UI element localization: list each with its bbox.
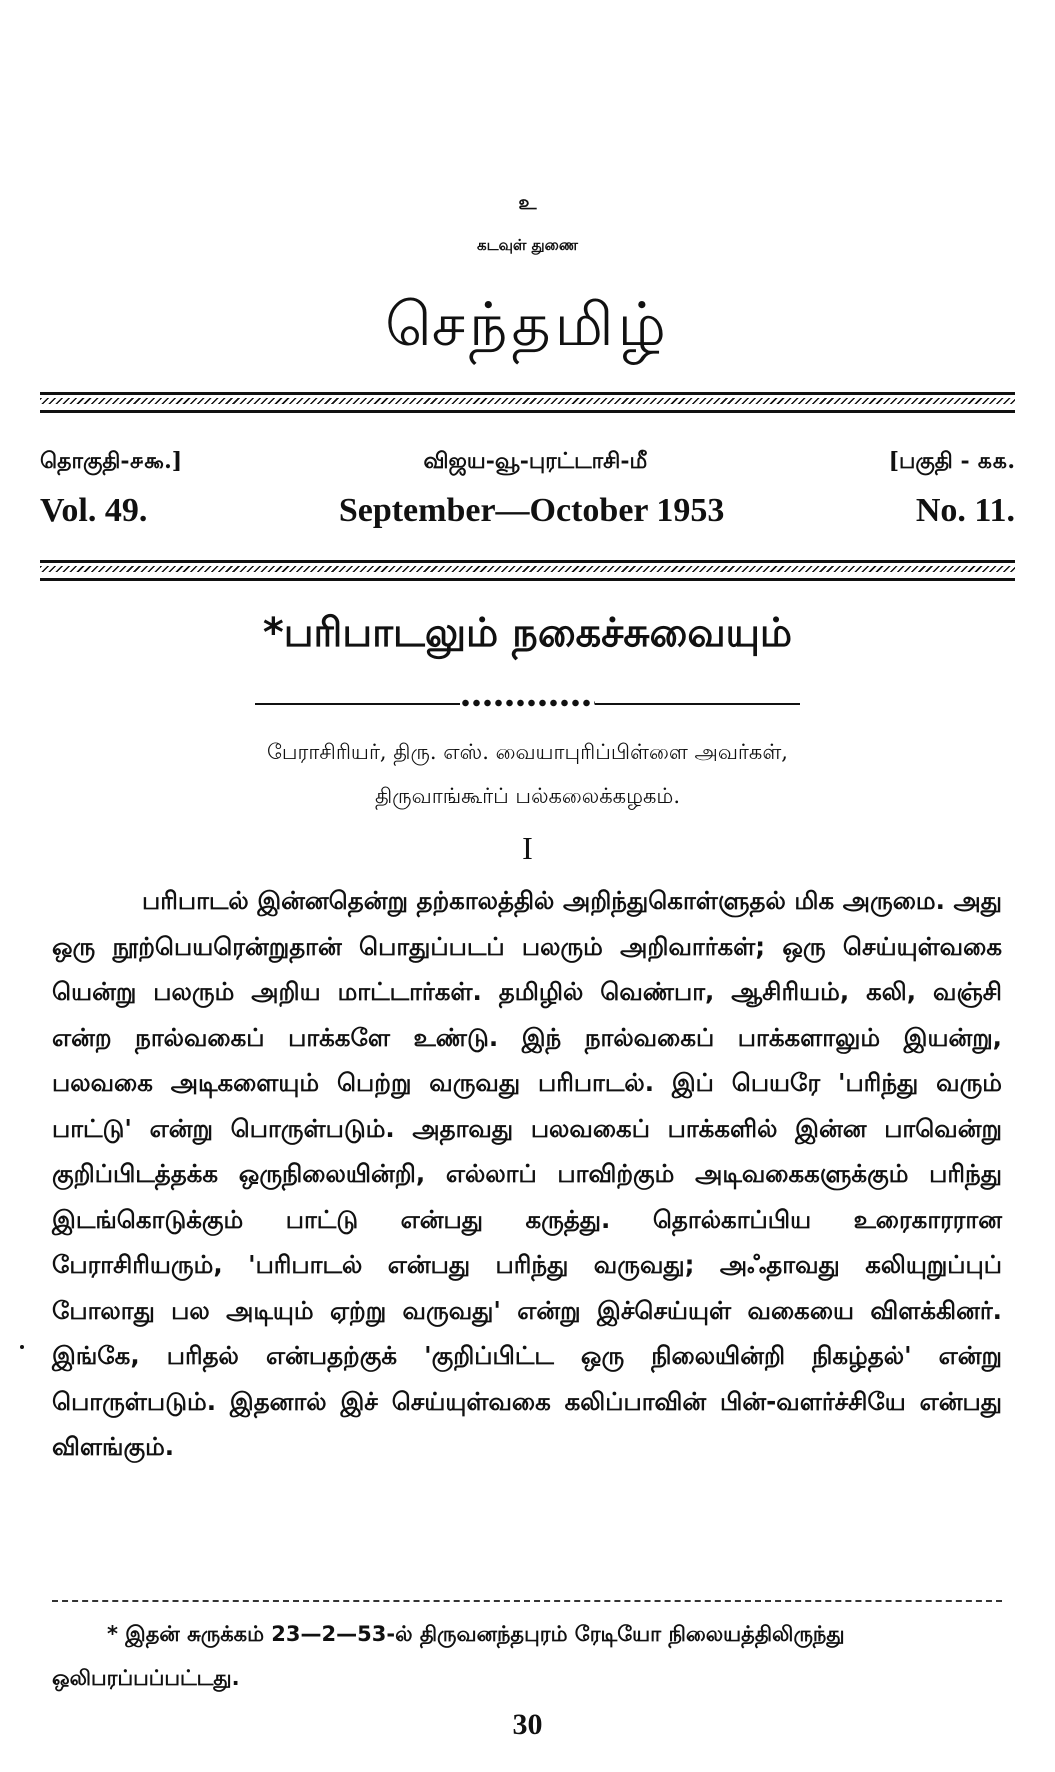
- author-byline: பேராசிரியர், திரு. எஸ். வையாபுரிப்பிள்ளை அவர்கள்,: [267, 740, 788, 764]
- section-number: I: [522, 830, 533, 866]
- issue-line-tamil: [40, 448, 1015, 477]
- article-body: [52, 878, 1002, 1470]
- article-title: *பரிபாடலும் நகைச்சுவையும்: [262, 610, 793, 656]
- masthead-wave-top: [40, 398, 1015, 404]
- issue-wave: [40, 566, 1015, 572]
- page-number: 30: [512, 1708, 543, 1741]
- title-ornament-divider: [255, 700, 800, 708]
- masthead-rule-bottom: [40, 410, 1015, 413]
- issue-number-tamil: [பகுதி - ௧௧.: [888, 448, 1015, 474]
- issue-rule-top: [40, 560, 1015, 563]
- print-speck: [20, 1345, 24, 1349]
- author-affiliation: திருவாங்கூர்ப் பல்கலைக்கழகம்.: [374, 784, 681, 808]
- footnote-divider: [52, 1600, 1002, 1602]
- issue-date: September—October 1953: [338, 492, 725, 529]
- date-tamil: விஜய-வூ-புரட்டாசி-மீ: [423, 448, 648, 474]
- invocation-mark: உ: [518, 190, 537, 214]
- footnote-text: * இதன் சுருக்கம் 23—2—53-ல் திருவனந்தபுரம் ரேடியோ நிலையத்திலிருந்து ஒலிபரப்பப்பட்டது.: [52, 1622, 845, 1690]
- journal-motto: கடவுள் துணை: [477, 236, 578, 254]
- footnote: [52, 1612, 1002, 1700]
- volume-tamil: தொகுதி-௪௯.]: [40, 448, 183, 474]
- masthead-rule-top: [40, 392, 1015, 395]
- body-paragraph: பரிபாடல் இன்னதென்று தற்காலத்தில் அறிந்துகொள்ளுதல் மிக அருமை. அது ஒரு நூற்பெயரென்றுதான் பொதுப்படப் பலரும் அறிவார்கள்; ஒரு செய்யுள்வகை யென்று பலரும் அறிய மாட்டார்கள். தமிழில் வெண்பா, ஆசிரியம், கலி, வஞ்சி என்ற நால்வகைப் பாக்களே உண்டு. இந் நால்வகைப் பாக்களாலும் இயன்று, பலவகை அடிகளையும் பெற்று வருவது பரிபாடல். இப் பெயரே 'பரிந்து வரும் பாட்டு' என்று பொருள்படும். அதாவது பலவகைப் பாக்களில் இன்ன பாவென்று குறிப்பிடத்தக்க ஒருநிலையின்றி, எல்லாப் பாவிற்கும் அடிவகைகளுக்கும் பரிந்து இடங்கொடுக்கும் பாட்டு என்பது கருத்து. தொல்காப்பிய உரைகாரரான பேராசிரியரும், 'பரிபாடல் என்பது பரிந்து வருவது; அஃதாவது கலியுறுப்புப் போலாது பல அடியும் ஏற்று வருவது' என்று இச்செய்யுள் வகையை விளக்கினர். இங்கே, பரிதல் என்பதற்குக் 'குறிப்பிட்ட ஒரு நிலையின்றி நிகழ்தல்' என்று பொருள்படும். இதனால் இச் செய்யுள்வகை கலிப்பாவின் பின்-வளர்ச்சியே என்பது விளங்கும்.: [52, 886, 1002, 1461]
- volume-number: Vol. 49.: [40, 492, 148, 529]
- issue-number: No. 11.: [915, 492, 1015, 529]
- issue-line-english: [40, 492, 1015, 530]
- issue-rule-bottom: [40, 578, 1015, 581]
- journal-masthead: செந்தமிழ்: [385, 290, 670, 360]
